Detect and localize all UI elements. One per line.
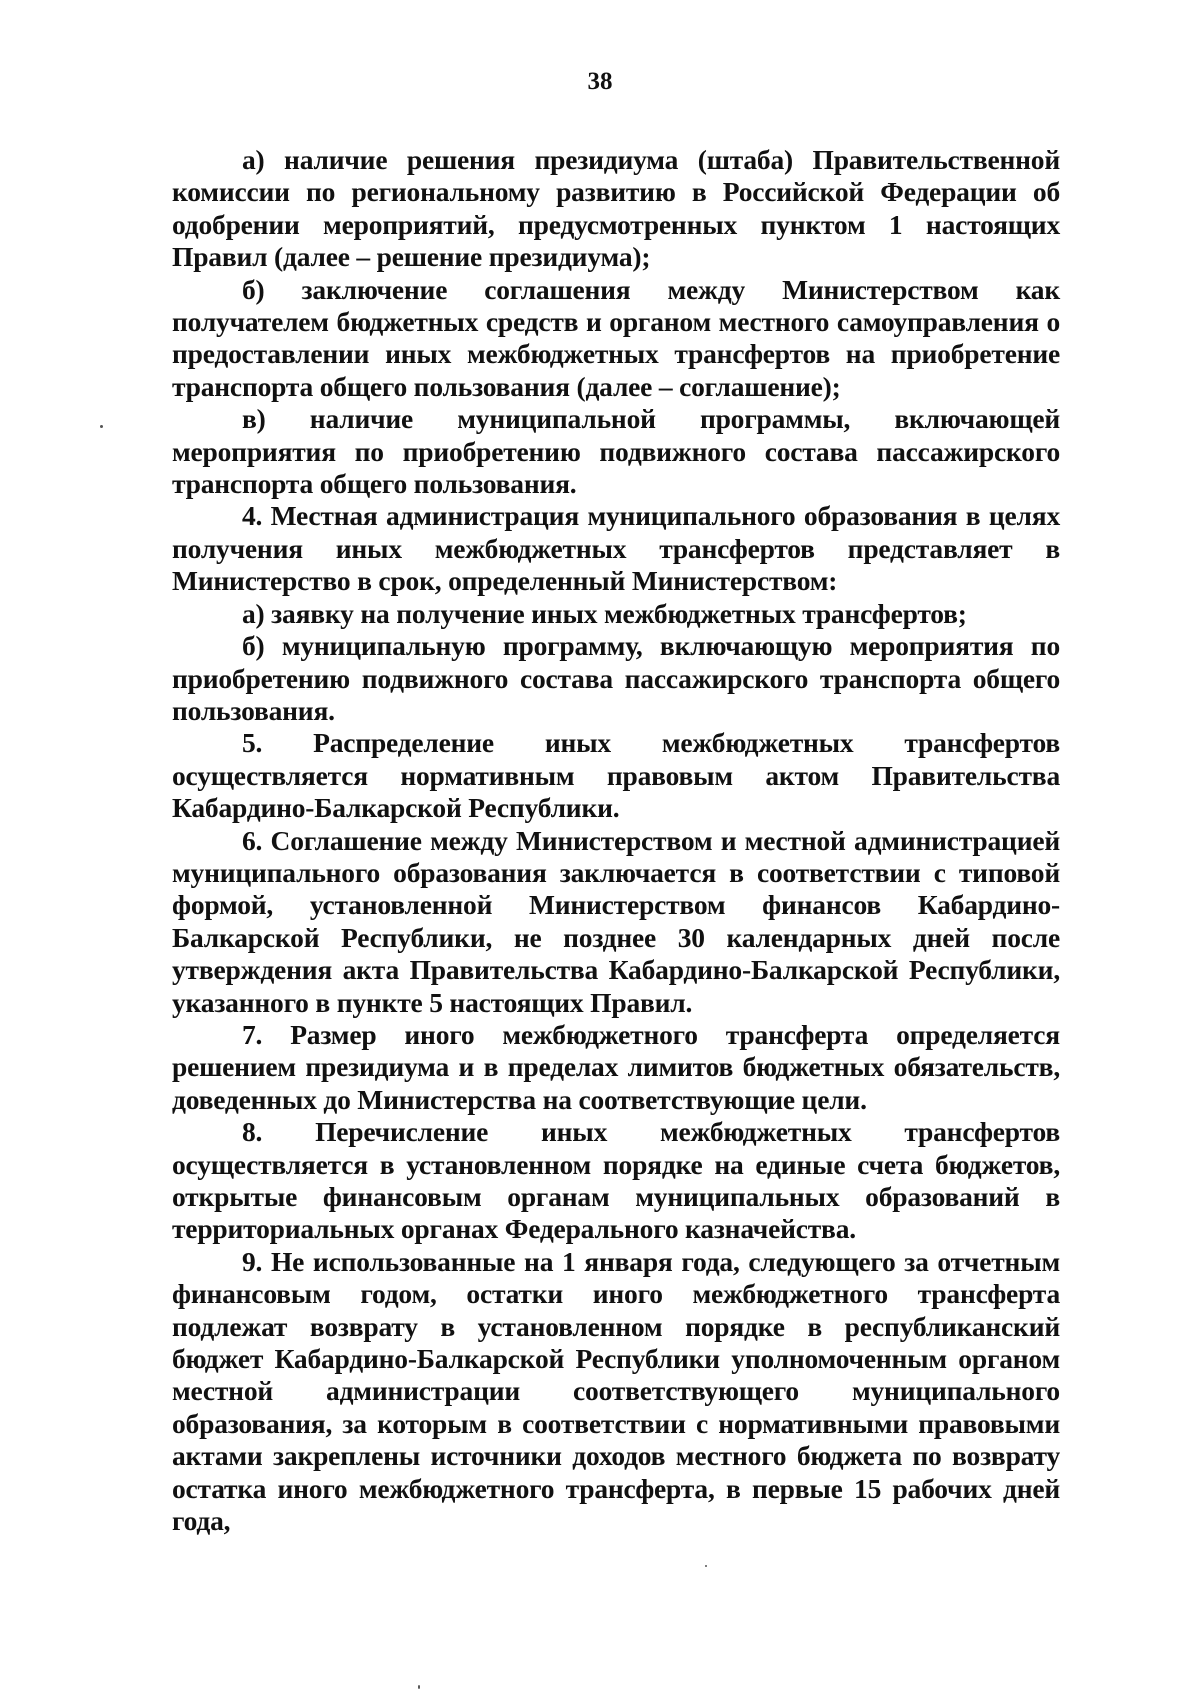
scan-speck [100,425,103,428]
paragraph-item-5: 5. Распределение иных межбюджетных трансфертов осуществляется нормативным правовым актом Правительства Кабардино-Балкарской Республики. [172,727,1060,824]
paragraph-item-9: 9. Не использованные на 1 января года, следующего за отчетным финансовым годом, остатки иного межбюджетного трансферта подлежат возврату в установленном порядке в республиканский бюджет Кабардино-Балкарской Республики уполномоченным органом местной администрации соответствующего муниципального образования, за которым в соответствии с нормативными правовыми актами закреплены источники доходов местного бюджета по возврату остатка иного межбюджетного трансферта, в первые 15 рабочих дней года, [172,1245,1060,1537]
scan-speck [418,1685,420,1689]
paragraph-item-7: 7. Размер иного межбюджетного трансферта определяется решением президиума и в пределах лимитов бюджетных обязательств, доведенных до Министерства на соответствующие цели. [172,1018,1060,1115]
document-body [172,144,1060,1537]
scan-speck [705,1565,707,1567]
paragraph-subitem-a: а) наличие решения президиума (штаба) Правительственной комиссии по региональному развитию в Российской Федерации об одобрении мероприятий, предусмотренных пунктом 1 настоящих Правил (далее – решение президиума); [172,144,1060,273]
paragraph-item-4-subitem-a: а) заявку на получение иных межбюджетных трансфертов; [242,597,967,629]
paragraph-subitem-b: б) заключение соглашения между Министерством как получателем бюджетных средств и органом местного самоуправления о предоставлении иных межбюджетных трансфертов на приобретение транспорта общего пользования (далее – соглашение); [172,273,1060,402]
paragraph-subitem-v: в) наличие муниципальной программы, включающей мероприятия по приобретению подвижного состава пассажирского транспорта общего пользования. [172,403,1060,500]
paragraph-item-6: 6. Соглашение между Министерством и местной администрацией муниципального образования заключается в соответствии с типовой формой, установленной Министерством финансов Кабардино-Балкарской Республики, не позднее 30 календарных дней после утверждения акта Правительства Кабардино-Балкарской Республики, указанного в пункте 5 настоящих Правил. [172,824,1060,1018]
page-number: 38 [587,68,613,95]
paragraph-item-4: 4. Местная администрация муниципального образования в целях получения иных межбюджетных трансфертов представляет в Министерство в срок, определенный Министерством: [172,500,1060,597]
paragraph-item-4-subitem-b: б) муниципальную программу, включающую мероприятия по приобретению подвижного состава пассажирского транспорта общего пользования. [172,630,1060,726]
paragraph-item-8: 8. Перечисление иных межбюджетных трансфертов осуществляется в установленном порядке на единые счета бюджетов, открытые финансовым органам муниципальных образований в территориальных органах Федерального казначейства. [172,1116,1060,1245]
